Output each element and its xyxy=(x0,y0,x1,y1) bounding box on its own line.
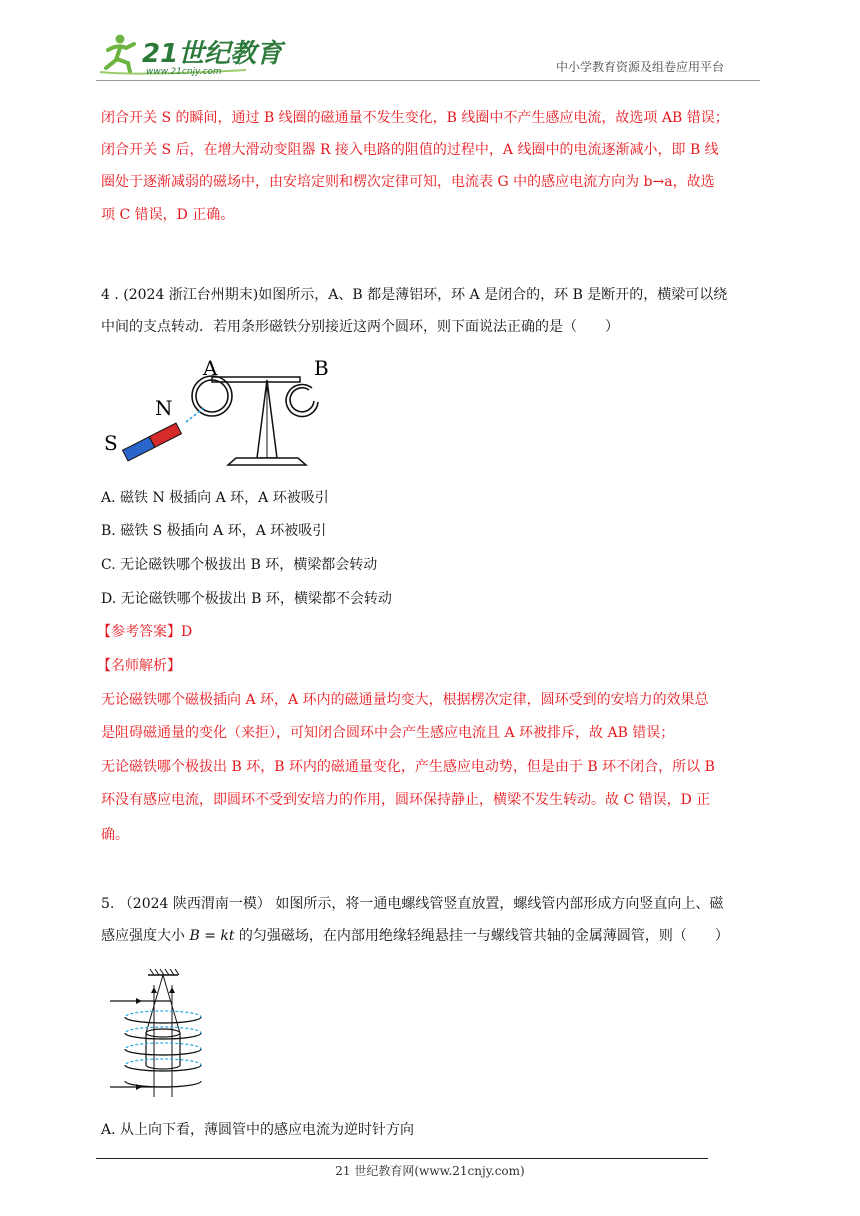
label-ring-a: A xyxy=(203,356,218,380)
question-4-stem: 4 . (2024 浙江台州期末)如图所示，A、B 都是薄铝环，环 A 是闭合的，环 B 是断开的，横梁可以绕 xyxy=(101,287,728,303)
analysis-line: 无论磁铁哪个磁极插向 A 环，A 环内的磁通量均变大，根据楞次定律，圆环受到的安培力的效果总 xyxy=(101,692,709,708)
analysis-line: 环没有感应电流，即圆环不受到安培力的作用，圆环保持静止，横梁不发生转动。故 C 错误，D 正 xyxy=(101,792,711,808)
explanation-line: 项 C 错误，D 正确。 xyxy=(101,207,235,223)
label-north: N xyxy=(155,396,173,420)
figure-rings-balance xyxy=(100,358,330,470)
footer-divider xyxy=(96,1158,708,1159)
label-ring-b: B xyxy=(314,356,329,380)
question-4-stem: 中间的支点转动．若用条形磁铁分别接近这两个圆环，则下面说法正确的是（ ） xyxy=(101,319,619,335)
reference-answer: 【参考答案】D xyxy=(97,624,193,640)
option-b: B. 磁铁 S 极插向 A 环，A 环被吸引 xyxy=(101,523,327,539)
explanation-line: 闭合开关 S 后，在增大滑动变阻器 R 接入电路的阻值的过程中，A 线圈中的电流逐渐减小，即 B 线 xyxy=(101,142,719,158)
footer-text: 21 世纪教育网(www.21cnjy.com) xyxy=(335,1164,525,1178)
explanation-line: 圈处于逐渐减弱的磁场中，由安培定则和楞次定律可知，电流表 G 中的感应电流方向为 b→a，故选 xyxy=(101,174,715,190)
logo xyxy=(96,30,283,80)
label-south: S xyxy=(104,431,118,455)
platform-name: 中小学教育资源及组卷应用平台 xyxy=(556,60,725,74)
question-5-stem: 5. （2024 陕西渭南一模） 如图所示，将一通电螺线管竖直放置，螺线管内部形成方向竖直向上、磁 xyxy=(101,896,724,912)
analysis-title: 【名师解析】 xyxy=(97,658,181,674)
analysis-line: 是阻碍磁通量的变化（来拒），可知闭合圆环中会产生感应电流且 A 环被排斥，故 AB 错误； xyxy=(101,725,675,741)
question-5-stem: 感应强度大小 B = kt 的匀强磁场，在内部用绝缘轻绳悬挂一与螺线管共轴的金属薄圆管，则（ ） xyxy=(101,928,729,944)
svg-text:www.21cnjy.com: www.21cnjy.com xyxy=(146,67,222,77)
option-d: D. 无论磁铁哪个极拔出 B 环，横梁都不会转动 xyxy=(101,591,392,607)
option-c: C. 无论磁铁哪个极拔出 B 环，横梁都会转动 xyxy=(101,557,378,573)
figure-solenoid xyxy=(110,965,220,1105)
explanation-line: 闭合开关 S 的瞬间，通过 B 线圈的磁通量不发生变化，B 线圈中不产生感应电流，故选项 AB 错误； xyxy=(101,110,729,126)
analysis-line: 无论磁铁哪个极拔出 B 环，B 环内的磁通量变化，产生感应电动势，但是由于 B 环不闭合，所以 B xyxy=(101,759,715,775)
option-a: A. 磁铁 N 极插向 A 环，A 环被吸引 xyxy=(101,490,329,506)
question-5-option-a: A. 从上向下看，薄圆管中的感应电流为逆时针方向 xyxy=(101,1122,415,1138)
svg-text:21世纪教育: 21世纪教育 xyxy=(142,39,283,69)
analysis-line: 确。 xyxy=(101,827,129,843)
formula: B = kt xyxy=(189,928,235,944)
header-divider xyxy=(96,80,760,81)
